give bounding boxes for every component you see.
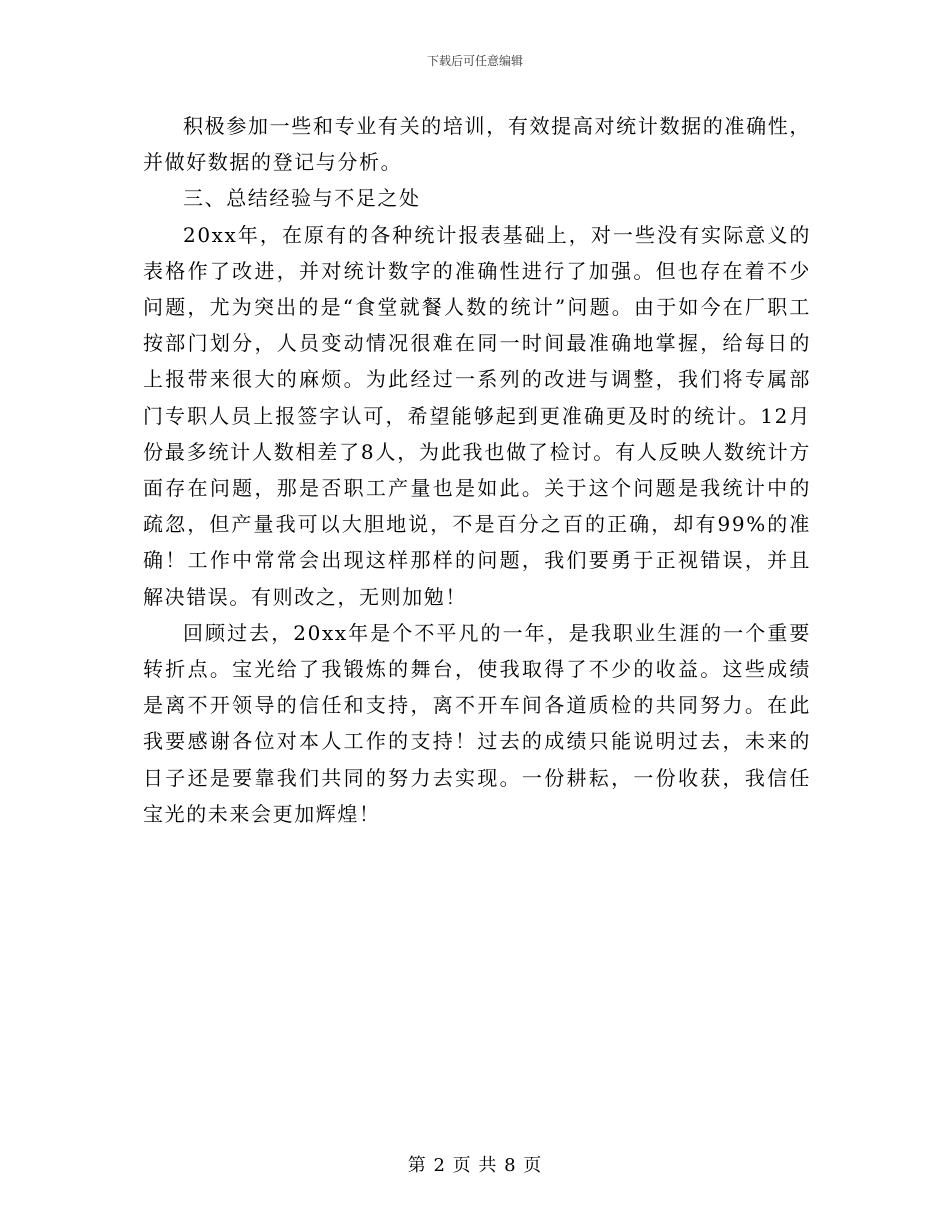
paragraph-review: 回顾过去，20xx年是个不平凡的一年，是我职业生涯的一个重要转折点。宝光给了我锻炼的舞台，使我取得了不少的收益。这些成绩是离不开领导的信任和支持，离不开车间各道质检的共同努力。在此我要感谢各位对本人工作的支持！过去的成绩只能说明过去，未来的日子还是要靠我们共同的努力去实现。一份耕耘，一份收获，我信任宝光的未来会更加辉煌！ (143, 620, 811, 826)
document-body (143, 108, 811, 832)
paragraph-statistics: 20xx年，在原有的各种统计报表基础上，对一些没有实际意义的表格作了改进，并对统计数字的准确性进行了加强。但也存在着不少问题，尤为突出的是“食堂就餐人数的统计”问题。由于如今在厂职工按部门划分，人员变动情况很难在同一时间最准确地掌握，给每日的上报带来很大的麻烦。为此经过一系列的改进与调整，我们将专属部门专职人员上报签字认可，希望能够起到更准确更及时的统计。12月份最多统计人数相差了8人，为此我也做了检讨。有人反映人数统计方面存在问题，那是否职工产量也是如此。关于这个问题是我统计中的疏忽，但产量我可以大胆地说，不是百分之百的正确，却有99%的准确！工作中常常会出现这样那样的问题，我们要勇于正视错误，并且解决错误。有则改之，无则加勉！ (143, 222, 811, 609)
section-heading: 三、总结经验与不足之处 (183, 186, 421, 211)
paragraph-training: 积极参加一些和专业有关的培训，有效提高对统计数据的准确性，并做好数据的登记与分析。 (143, 114, 811, 175)
page-number: 第 2 页 共 8 页 (407, 1155, 543, 1176)
header-note: 下载后可任意编辑 (426, 54, 523, 68)
